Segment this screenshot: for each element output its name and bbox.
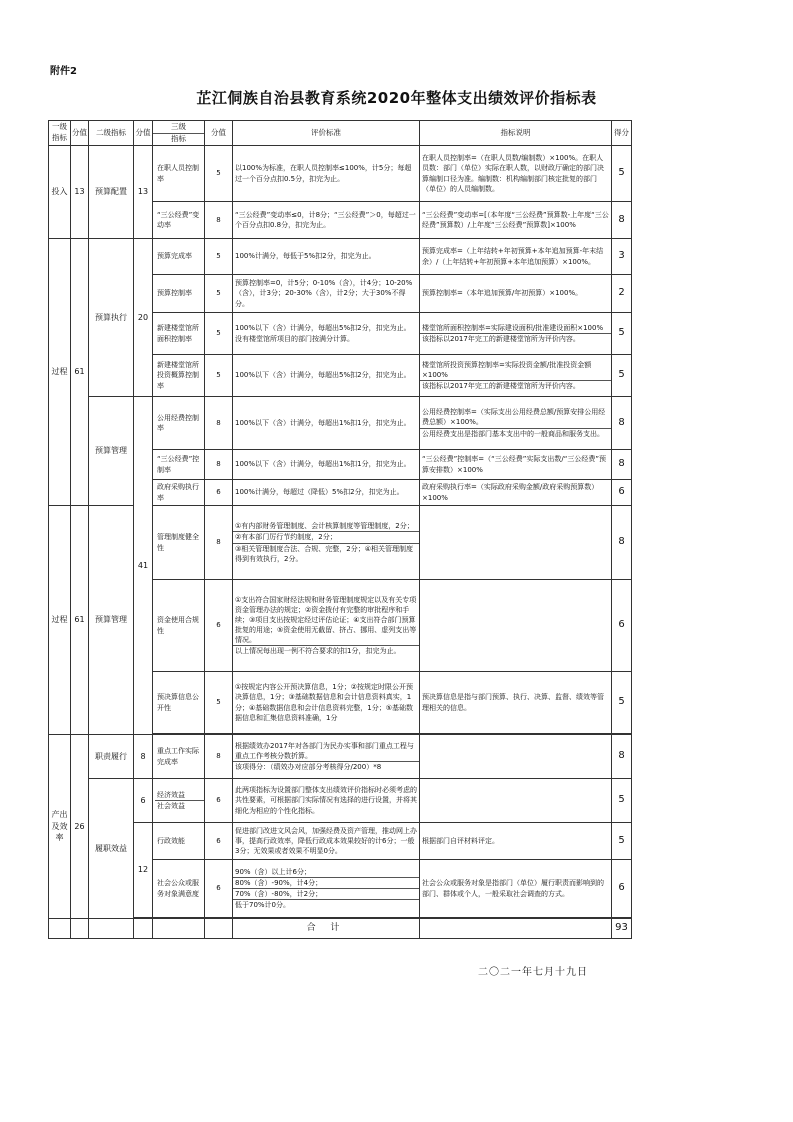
indicator-weight: 8 bbox=[205, 202, 233, 239]
indicator-criteria: 以100%为标准，在职人员控制率≤100%，计5分；每超过一个百分点扣0.5分，扣完为止。 bbox=[233, 146, 420, 202]
indicator-desc: 楼堂馆所投资预算控制率=实际投资金额/批准投资金额×100% 该指标以2017年完工的新建楼堂馆所为评价内容。 bbox=[420, 355, 612, 397]
indicator-name: 预算控制率 bbox=[153, 275, 205, 313]
w2-budget-config: 13 bbox=[134, 146, 153, 239]
l2-budget-mgmt: 预算管理 bbox=[89, 397, 134, 506]
indicator-weight: 8 bbox=[205, 735, 233, 779]
l1-input: 投入 bbox=[49, 146, 71, 239]
page-title: 芷江侗族自治县教育系统2020年整体支出绩效评价指标表 bbox=[196, 89, 597, 107]
indicator-weight: 5 bbox=[205, 146, 233, 202]
indicator-criteria: 预算控制率=0，计5分；0-10%（含），计4分；10-20%（含），计3分；20-30%（含），计2分；大于30%不得分。 bbox=[233, 275, 420, 313]
indicator-desc bbox=[420, 580, 612, 672]
indicator-weight: 6 bbox=[205, 580, 233, 672]
indicator-desc: 预决算信息是指与部门预算、执行、决算、监督、绩效等管理相关的信息。 bbox=[420, 672, 612, 734]
indicator-score: 5 bbox=[612, 313, 632, 355]
indicator-name: 社会公众或服务对象满意度 bbox=[153, 860, 205, 918]
indicator-score: 5 bbox=[612, 672, 632, 734]
indicator-desc: 在职人员控制率=（在职人员数/编制数）×100%。在职人员数：部门（单位）实际在职人数，以财政厅确定的部门决算编制口径为准。编制数：机构编制部门核定批复的部门（单位）的人员编制数。 bbox=[420, 146, 612, 202]
indicator-name: 预算完成率 bbox=[153, 239, 205, 275]
indicator-name: “三公经费”变动率 bbox=[153, 202, 205, 239]
indicator-score: 6 bbox=[612, 860, 632, 918]
header-l3: 三级 指标 bbox=[153, 121, 205, 146]
indicator-score: 8 bbox=[612, 397, 632, 450]
indicator-score: 2 bbox=[612, 275, 632, 313]
indicator-name: 预决算信息公开性 bbox=[153, 672, 205, 734]
indicator-weight: 8 bbox=[205, 450, 233, 480]
indicator-score: 3 bbox=[612, 239, 632, 275]
indicator-name: 行政效能 bbox=[153, 823, 205, 860]
w2-budget-exec: 20 bbox=[134, 239, 153, 397]
indicator-score: 8 bbox=[612, 202, 632, 239]
indicator-desc bbox=[420, 735, 612, 779]
header-w1: 分值 bbox=[71, 121, 89, 146]
indicator-score: 8 bbox=[612, 450, 632, 480]
indicator-name: 政府采购执行率 bbox=[153, 480, 205, 506]
indicator-criteria: 此两项指标为设置部门整体支出绩效评价指标时必须考虑的共性要素，可根据部门实际情况有选择的进行设置，并将其细化为相应的个性化指标。 bbox=[233, 779, 420, 823]
indicator-criteria: 90%（含）以上计6分； 80%（含）-90%，计4分； 70%（含）-80%，计2分； 低于70%计0分。 bbox=[233, 860, 420, 918]
indicator-name: “三公经费”控制率 bbox=[153, 450, 205, 480]
indicator-weight: 6 bbox=[205, 480, 233, 506]
w2-duty: 8 bbox=[134, 735, 153, 779]
l2-budget-mgmt-2: 预算管理 bbox=[89, 506, 134, 735]
w1-output: 26 bbox=[71, 735, 89, 919]
indicator-weight: 5 bbox=[205, 275, 233, 313]
indicator-weight: 5 bbox=[205, 239, 233, 275]
document-date: 二〇二一年七月十九日 bbox=[478, 967, 588, 978]
indicator-score: 6 bbox=[612, 480, 632, 506]
w2-budget-mgmt: 41 bbox=[134, 397, 153, 735]
indicator-desc: “三公经费”控制率=（“三公经费”实际支出数/“三公经费”预算安排数）×100% bbox=[420, 450, 612, 480]
table-row bbox=[49, 239, 632, 275]
indicator-desc: 楼堂馆所面积控制率=实际建设面积/批准建设面积×100% 该指标以2017年完工的新建楼堂馆所为评价内容。 bbox=[420, 313, 612, 355]
table-row bbox=[49, 779, 632, 823]
indicator-criteria: ①有内部财务管理制度、会计核算制度等管理制度，2分； ②有本部门厉行节约制度，2分； ③相关管理制度合法、合规、完整，2分；④相关管理制度得到有效执行，2分。 bbox=[233, 506, 420, 580]
indicator-name: 新建楼堂馆所投资概算控制率 bbox=[153, 355, 205, 397]
l1-process-2: 过程 bbox=[49, 506, 71, 735]
header-w2: 分值 bbox=[134, 121, 153, 146]
l1-process: 过程 bbox=[49, 239, 71, 506]
l2-duty: 职责履行 bbox=[89, 735, 134, 779]
indicator-score: 8 bbox=[612, 735, 632, 779]
table-row bbox=[49, 146, 632, 202]
indicator-weight: 6 bbox=[205, 779, 233, 823]
indicator-weight: 6 bbox=[205, 860, 233, 918]
indicator-criteria: 100%计满分，每低于5%扣2分，扣完为止。 bbox=[233, 239, 420, 275]
indicator-score: 5 bbox=[612, 355, 632, 397]
w2-perf-b: 12 bbox=[134, 823, 153, 918]
w2-perf-a: 6 bbox=[134, 779, 153, 823]
header-criteria: 评价标准 bbox=[233, 121, 420, 146]
indicator-name: 新建楼堂馆所面积控制率 bbox=[153, 313, 205, 355]
indicator-desc: 公用经费控制率=（实际支出公用经费总额/预算安排公用经费总额）×100%。 公用经费支出是指部门基本支出中的一般商品和服务支出。 bbox=[420, 397, 612, 450]
indicator-weight: 8 bbox=[205, 506, 233, 580]
header-desc: 指标说明 bbox=[420, 121, 612, 146]
indicator-criteria: 促进部门改进文风会风，加强经费及资产管理，推动网上办事，提高行政效率，降低行政成本效果较好的计6分；一般3分；无效果或者效果不明显0分。 bbox=[233, 823, 420, 860]
indicator-name: 资金使用合规性 bbox=[153, 580, 205, 672]
indicator-criteria: 100%以下（含）计满分，每超出1%扣1分，扣完为止。 bbox=[233, 450, 420, 480]
indicator-criteria: 100%以下（含）计满分，每超出1%扣1分，扣完为止。 bbox=[233, 397, 420, 450]
indicator-name: 管理制度健全性 bbox=[153, 506, 205, 580]
header-l1: 一级指标 bbox=[49, 121, 71, 146]
indicator-criteria: 100%以下（含）计满分，每超出5%扣2分，扣完为止。 bbox=[233, 355, 420, 397]
indicator-score: 5 bbox=[612, 779, 632, 823]
indicator-desc: “三公经费”变动率=[（本年度“三公经费”预算数-上年度“三公经费”预算数）/上年度“三公经费”预算数]×100% bbox=[420, 202, 612, 239]
indicator-desc: 社会公众或服务对象是指部门（单位）履行职责而影响到的部门、群体或个人，一般采取社会调查的方式。 bbox=[420, 860, 612, 918]
attachment-label: 附件2 bbox=[50, 66, 77, 77]
indicator-name: 重点工作实际完成率 bbox=[153, 735, 205, 779]
indicator-score: 5 bbox=[612, 146, 632, 202]
total-row bbox=[49, 919, 632, 939]
header-score: 得分 bbox=[612, 121, 632, 146]
indicator-criteria: 100%计满分，每超过（降低）5%扣2分，扣完为止。 bbox=[233, 480, 420, 506]
total-score: 93 bbox=[612, 919, 632, 939]
w1-process: 61 bbox=[71, 239, 89, 506]
indicator-weight: 5 bbox=[205, 355, 233, 397]
indicator-criteria: ①按规定内容公开预决算信息，1分；②按规定时限公开预决算信息，1分；③基础数据信息和会计信息资料真实，1分；④基础数据信息和会计信息资料完整，1分；⑤基础数据信息和汇集信息资料准确，1分 bbox=[233, 672, 420, 734]
l2-budget-config: 预算配置 bbox=[89, 146, 134, 239]
indicator-name: 经济效益 社会效益 bbox=[153, 779, 205, 823]
table-row bbox=[49, 823, 632, 860]
table-row bbox=[49, 397, 632, 450]
l2-budget-exec: 预算执行 bbox=[89, 239, 134, 397]
table-row bbox=[49, 735, 632, 779]
indicator-criteria: ①支出符合国家财经法规和财务管理制度规定以及有关专项资金管理办法的规定；②资金拨付有完整的审批程序和手续；③项目支出按规定经过评估论证；④支出符合部门预算批复的用途；⑤资金使用无截留、挤占、挪用、虚列支出等情况。 以上情况每出现一例不符合要求的扣1分，扣完为止。 bbox=[233, 580, 420, 672]
w1-process-2: 61 bbox=[71, 506, 89, 735]
total-label: 合 计 bbox=[233, 919, 420, 939]
indicator-name: 公用经费控制率 bbox=[153, 397, 205, 450]
indicator-desc: 根据部门自评材料评定。 bbox=[420, 823, 612, 860]
l2-perf: 履职效益 bbox=[89, 779, 134, 919]
indicator-weight: 5 bbox=[205, 313, 233, 355]
indicator-score: 6 bbox=[612, 580, 632, 672]
l1-output: 产出及效率 bbox=[49, 735, 71, 919]
indicator-score: 8 bbox=[612, 506, 632, 580]
indicator-table bbox=[48, 120, 632, 939]
indicator-desc: 预算完成率=（上年结转+年初预算+本年追加预算-年末结余）/（上年结转+年初预算+本年追加预算）×100%。 bbox=[420, 239, 612, 275]
indicator-desc: 预算控制率=（本年追加预算/年初预算）×100%。 bbox=[420, 275, 612, 313]
indicator-weight: 6 bbox=[205, 823, 233, 860]
indicator-criteria: “三公经费”变动率≤0，计8分；“三公经费”＞0，每超过一个百分点扣0.8分，扣完为止。 bbox=[233, 202, 420, 239]
indicator-desc bbox=[420, 779, 612, 823]
header-w3: 分值 bbox=[205, 121, 233, 146]
indicator-desc: 政府采购执行率=（实际政府采购金额/政府采购预算数）×100% bbox=[420, 480, 612, 506]
indicator-name: 在职人员控制率 bbox=[153, 146, 205, 202]
indicator-desc bbox=[420, 506, 612, 580]
header-row bbox=[49, 121, 632, 146]
indicator-criteria: 根据绩效办2017年对各部门为民办实事和部门重点工程与重点工作考核分数折算。 该项得分：（绩效办对应部分考核得分/200）*8 bbox=[233, 735, 420, 779]
header-l2: 二级指标 bbox=[89, 121, 134, 146]
indicator-weight: 8 bbox=[205, 397, 233, 450]
indicator-weight: 5 bbox=[205, 672, 233, 734]
indicator-score: 5 bbox=[612, 823, 632, 860]
w1-input: 13 bbox=[71, 146, 89, 239]
indicator-criteria: 100%以下（含）计满分，每超出5%扣2分，扣完为止。没有楼堂馆所项目的部门按满分计算。 bbox=[233, 313, 420, 355]
